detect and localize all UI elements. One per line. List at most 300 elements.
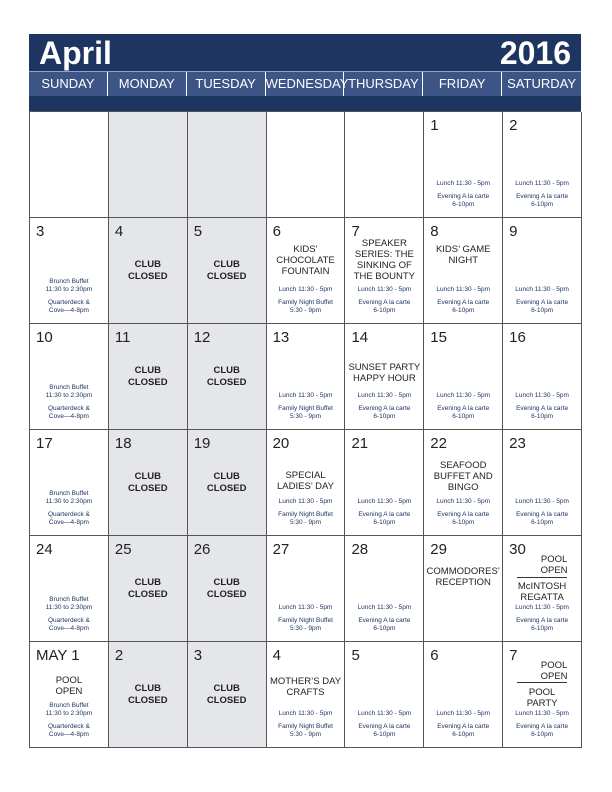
text-line: 6-10pm	[531, 307, 554, 314]
weekday-thursday: THURSDAY	[344, 72, 423, 96]
hours-evening	[426, 299, 500, 315]
text-line: 6-10pm	[452, 413, 475, 420]
day-number: 13	[272, 329, 290, 346]
text-line: Evening A la carte	[437, 405, 490, 412]
hours-brunch	[32, 490, 106, 506]
hours-evening	[505, 193, 579, 209]
day-number: 21	[351, 435, 369, 452]
day-number: 20	[272, 435, 290, 452]
day-number: 3	[193, 647, 203, 664]
text-line: SEAFOOD	[440, 460, 487, 471]
text-line: BUFFET AND	[433, 471, 493, 482]
text-line: 11:30 to 2:30pm	[45, 392, 93, 399]
weekday-saturday: SATURDAY	[507, 76, 577, 91]
day-number: 19	[193, 435, 211, 452]
day-cell	[503, 430, 582, 536]
dining-hours	[269, 286, 343, 315]
text-line: SUNSET PARTY	[348, 362, 421, 373]
hours-lunch: Lunch 11:30 - 5pm	[515, 498, 569, 505]
text-line: CLUB	[134, 577, 161, 588]
hours-brunch	[32, 596, 106, 612]
day-cell	[424, 324, 503, 430]
day-number: 5	[351, 647, 360, 664]
hours-quarterdeck	[32, 617, 106, 633]
day-cell	[267, 324, 346, 430]
event-label	[347, 362, 421, 384]
text-line: Evening A la carte	[516, 511, 569, 518]
text-line: CLOSED	[127, 377, 168, 388]
event-label-secondary	[505, 687, 579, 709]
hours-lunch: Lunch 11:30 - 5pm	[436, 180, 491, 187]
day-cell	[30, 642, 109, 748]
hours-lunch: Lunch 11:30 - 5pm	[436, 498, 491, 505]
text-line: COMMODORES’	[426, 566, 500, 577]
hours-family	[269, 511, 343, 527]
dining-hours	[32, 278, 106, 315]
text-line: BINGO	[447, 482, 479, 493]
text-line: Cove—4-8pm	[48, 413, 89, 420]
text-line: Brunch Buffet	[49, 490, 89, 497]
text-line: Brunch Buffet	[49, 596, 89, 603]
text-line: CRAFTS	[286, 687, 325, 698]
day-number: 25	[114, 541, 132, 558]
hours-evening	[505, 299, 579, 315]
day-number: 7	[509, 647, 518, 664]
day-number: 11	[114, 329, 131, 346]
text-line: Evening A la carte	[516, 723, 569, 730]
day-number: 18	[114, 435, 132, 452]
text-line: CLOSED	[206, 377, 247, 388]
text-line: 6-10pm	[373, 625, 396, 632]
text-line: Evening A la carte	[516, 193, 569, 200]
day-number: 9	[509, 223, 518, 240]
text-line: LADIES’ DAY	[276, 481, 335, 492]
hours-lunch: Lunch 11:30 - 5pm	[278, 498, 333, 505]
day-number: 22	[430, 435, 447, 452]
hours-family	[269, 405, 343, 421]
hours-evening	[505, 511, 579, 527]
text-line: Evening A la carte	[516, 299, 569, 306]
event-label	[426, 244, 500, 266]
hours-lunch: Lunch 11:30 - 5pm	[357, 286, 412, 293]
weekday-monday: MONDAY	[108, 72, 187, 96]
day-cell	[345, 430, 424, 536]
text-line: CLOSED	[206, 695, 247, 706]
day-number: 2	[509, 117, 518, 134]
day-cell	[267, 642, 346, 748]
text-line: SPECIAL	[285, 470, 326, 481]
day-number: 15	[430, 329, 447, 346]
day-cell	[30, 218, 109, 324]
text-line: MOTHER’S DAY	[269, 676, 342, 687]
event-label-secondary	[505, 581, 579, 603]
hours-lunch: Lunch 11:30 - 5pm	[436, 392, 491, 399]
weekday-sunday: SUNDAY	[29, 72, 108, 96]
event-label	[347, 238, 421, 282]
dining-hours	[269, 498, 343, 527]
text-line: CLUB	[213, 683, 240, 694]
text-line: McINTOSH	[517, 581, 567, 592]
text-line: 6-10pm	[531, 625, 554, 632]
club-closed-label	[109, 365, 187, 389]
text-line: CLOSED	[206, 271, 247, 282]
text-line: FOUNTAIN	[281, 266, 330, 277]
day-cell	[424, 536, 503, 642]
day-cell	[109, 324, 188, 430]
dining-hours	[426, 710, 500, 739]
day-cell	[188, 430, 267, 536]
hours-lunch: Lunch 11:30 - 5pm	[357, 392, 412, 399]
text-line: 6-10pm	[373, 413, 396, 420]
hours-lunch: Lunch 11:30 - 5pm	[436, 286, 491, 293]
text-line: Family Night Buffet	[278, 723, 333, 730]
day-cell	[188, 218, 267, 324]
text-line: Cove—4-8pm	[48, 307, 89, 314]
text-line: 6-10pm	[373, 731, 396, 738]
text-line: Evening A la carte	[358, 723, 411, 730]
day-cell	[503, 112, 582, 218]
club-closed-label	[188, 365, 266, 389]
day-cell	[424, 430, 503, 536]
hours-quarterdeck	[32, 723, 106, 739]
text-line: RECEPTION	[435, 577, 491, 588]
text-line: 11:30 to 2:30pm	[45, 286, 93, 293]
dining-hours	[505, 710, 579, 739]
dining-hours	[32, 384, 106, 421]
text-line: Family Night Buffet	[278, 511, 333, 518]
text-line: CLUB	[134, 365, 161, 376]
text-line: Brunch Buffet	[49, 278, 89, 285]
text-line: OPEN	[540, 565, 568, 576]
hours-quarterdeck	[32, 299, 106, 315]
day-cell	[188, 324, 267, 430]
text-line: 6-10pm	[531, 731, 554, 738]
hours-quarterdeck	[32, 405, 106, 421]
hours-evening	[347, 405, 421, 421]
text-line: Evening A la carte	[358, 299, 411, 306]
day-number: 29	[430, 541, 447, 558]
text-line: SINKING OF	[356, 260, 412, 271]
hours-brunch	[32, 278, 106, 294]
dining-hours	[505, 392, 579, 421]
event-label	[426, 460, 500, 493]
text-line: 6-10pm	[373, 307, 396, 314]
day-number: 28	[351, 541, 369, 558]
text-line: Quarterdeck &	[47, 511, 90, 518]
day-cell	[345, 218, 424, 324]
text-line: Quarterdeck &	[47, 723, 90, 730]
day-cell	[188, 112, 267, 218]
text-line: CLUB	[134, 683, 161, 694]
text-line: REGATTA	[520, 592, 564, 603]
event-divider	[517, 577, 567, 578]
text-line: CLUB	[213, 365, 240, 376]
hours-evening	[347, 617, 421, 633]
club-closed-label	[109, 471, 187, 495]
dining-hours	[505, 286, 579, 315]
calendar-grid	[29, 111, 581, 748]
weekday-wednesday: WEDNESDAY	[266, 72, 345, 96]
text-line: CLOSED	[127, 483, 168, 494]
text-line: KIDS’ GAME	[435, 244, 491, 255]
text-line: CLUB	[213, 471, 240, 482]
text-line: 11:30 to 2:30pm	[45, 710, 93, 717]
text-line: Evening A la carte	[516, 405, 569, 412]
day-cell	[30, 324, 109, 430]
text-line: CLOSED	[127, 695, 168, 706]
day-cell	[345, 642, 424, 748]
text-line: Family Night Buffet	[278, 405, 333, 412]
day-cell	[30, 430, 109, 536]
text-line: 5:30 - 9pm	[289, 307, 322, 314]
hours-lunch: Lunch 11:30 - 5pm	[357, 604, 412, 611]
day-number: 14	[351, 329, 369, 346]
hours-brunch	[32, 384, 106, 400]
text-line: 6-10pm	[452, 519, 475, 526]
year-title: 2016	[499, 35, 571, 71]
hours-evening	[347, 299, 421, 315]
text-line: CLUB	[134, 259, 161, 270]
day-number: 7	[351, 223, 360, 240]
calendar	[29, 34, 581, 748]
hours-family	[269, 723, 343, 739]
dining-hours	[505, 604, 579, 633]
calendar-header	[29, 34, 581, 71]
dining-hours	[269, 392, 343, 421]
dining-hours	[347, 498, 421, 527]
text-line: 6-10pm	[452, 201, 475, 208]
dining-hours	[32, 490, 106, 527]
hours-evening	[505, 723, 579, 739]
text-line: CLOSED	[127, 271, 168, 282]
day-number: 30	[509, 541, 526, 558]
hours-lunch: Lunch 11:30 - 5pm	[515, 180, 569, 187]
day-number: 17	[36, 435, 53, 452]
dining-hours	[426, 180, 500, 209]
day-cell	[503, 536, 582, 642]
text-line: Evening A la carte	[437, 193, 490, 200]
day-cell	[109, 430, 188, 536]
text-line: Cove—4-8pm	[48, 519, 89, 526]
text-line: THE BOUNTY	[353, 271, 415, 282]
hours-evening	[347, 511, 421, 527]
day-number: 10	[36, 329, 53, 346]
day-number: 23	[509, 435, 526, 452]
day-cell	[345, 324, 424, 430]
text-line: SPEAKER	[361, 238, 407, 249]
event-label	[426, 566, 500, 588]
text-line: CLUB	[213, 577, 240, 588]
text-line: 6-10pm	[452, 307, 475, 314]
dining-hours	[426, 498, 500, 527]
day-cell	[109, 218, 188, 324]
hours-lunch: Lunch 11:30 - 5pm	[515, 710, 569, 717]
text-line: Cove—4-8pm	[48, 625, 89, 632]
day-cell	[267, 218, 346, 324]
text-line: PARTY	[526, 698, 558, 709]
day-cell	[345, 112, 424, 218]
day-number: 16	[509, 329, 526, 346]
event-divider	[517, 682, 567, 683]
club-closed-label	[188, 577, 266, 601]
day-number: 6	[430, 647, 439, 664]
text-line: POOL	[540, 660, 568, 671]
text-line: Evening A la carte	[437, 723, 490, 730]
hours-evening	[505, 617, 579, 633]
hours-lunch: Lunch 11:30 - 5pm	[278, 392, 333, 399]
text-line: 6-10pm	[531, 519, 554, 526]
club-closed-label	[188, 471, 266, 495]
hours-lunch: Lunch 11:30 - 5pm	[515, 392, 569, 399]
hours-evening	[505, 405, 579, 421]
dining-hours	[505, 498, 579, 527]
day-cell	[109, 536, 188, 642]
dining-hours	[347, 286, 421, 315]
club-closed-label	[109, 577, 187, 601]
day-number: MAY 1	[36, 647, 80, 664]
hours-evening	[426, 193, 500, 209]
text-line: POOL	[540, 554, 568, 565]
text-line: OPEN	[540, 671, 568, 682]
text-line: 11:30 to 2:30pm	[45, 498, 93, 505]
club-closed-label	[109, 683, 187, 707]
club-closed-label	[109, 259, 187, 283]
hours-evening	[426, 405, 500, 421]
hours-lunch: Lunch 11:30 - 5pm	[278, 286, 333, 293]
hours-family	[269, 617, 343, 633]
text-line: 6-10pm	[531, 413, 554, 420]
hours-lunch: Lunch 11:30 - 5pm	[515, 286, 569, 293]
text-line: NIGHT	[448, 255, 478, 266]
dining-hours	[32, 596, 106, 633]
text-line: CLUB	[134, 471, 161, 482]
day-cell	[503, 218, 582, 324]
event-label	[32, 675, 106, 697]
text-line: CLUB	[213, 259, 240, 270]
text-line: 6-10pm	[452, 731, 475, 738]
text-line: Evening A la carte	[437, 511, 490, 518]
day-cell	[503, 642, 582, 748]
text-line: 5:30 - 9pm	[289, 519, 322, 526]
hours-brunch	[32, 702, 106, 718]
day-number: 27	[272, 541, 290, 558]
hours-evening	[426, 511, 500, 527]
hours-lunch: Lunch 11:30 - 5pm	[357, 498, 412, 505]
dining-hours	[505, 180, 579, 209]
text-line: Brunch Buffet	[49, 702, 89, 709]
day-cell	[109, 112, 188, 218]
hours-family	[269, 299, 343, 315]
text-line: HAPPY HOUR	[353, 373, 416, 384]
day-cell	[267, 112, 346, 218]
day-cell	[109, 642, 188, 748]
text-line: Family Night Buffet	[278, 299, 333, 306]
club-closed-label	[188, 259, 266, 283]
hours-lunch: Lunch 11:30 - 5pm	[515, 604, 569, 611]
day-cell	[30, 112, 109, 218]
hours-evening	[426, 723, 500, 739]
day-number: 3	[36, 223, 45, 240]
text-line: 5:30 - 9pm	[289, 413, 322, 420]
text-line: Evening A la carte	[358, 511, 411, 518]
text-line: OPEN	[55, 686, 83, 697]
day-cell	[30, 536, 109, 642]
event-label	[269, 470, 343, 492]
text-line: KIDS’	[293, 244, 318, 255]
weekday-header-row	[29, 71, 581, 96]
text-line: Evening A la carte	[516, 617, 569, 624]
day-number: 24	[36, 541, 53, 558]
day-number: 2	[114, 647, 124, 664]
text-line: 11:30 to 2:30pm	[45, 604, 93, 611]
club-closed-label	[188, 683, 266, 707]
hours-lunch: Lunch 11:30 - 5pm	[278, 710, 333, 717]
day-cell	[345, 536, 424, 642]
text-line: Quarterdeck &	[47, 299, 90, 306]
text-line: Quarterdeck &	[47, 405, 90, 412]
hours-lunch: Lunch 11:30 - 5pm	[436, 710, 491, 717]
text-line: 5:30 - 9pm	[289, 731, 322, 738]
weekday-friday: FRIDAY	[423, 72, 502, 96]
dining-hours	[426, 286, 500, 315]
event-label	[529, 554, 579, 576]
day-number: 12	[193, 329, 211, 346]
day-number: 6	[272, 223, 281, 240]
day-cell	[424, 112, 503, 218]
day-cell	[188, 536, 267, 642]
event-label	[269, 244, 343, 277]
event-label	[269, 676, 343, 698]
hours-lunch: Lunch 11:30 - 5pm	[357, 710, 412, 717]
month-title: April	[39, 35, 112, 71]
day-number: 4	[272, 647, 281, 664]
text-line: CLOSED	[206, 483, 247, 494]
text-line: Brunch Buffet	[49, 384, 89, 391]
text-line: 6-10pm	[531, 201, 554, 208]
text-line: SERIES: THE	[354, 249, 414, 260]
text-line: CLOSED	[206, 589, 247, 600]
text-line: Quarterdeck &	[47, 617, 90, 624]
text-line: Family Night Buffet	[278, 617, 333, 624]
day-number: 8	[430, 223, 439, 240]
day-number: 5	[193, 223, 203, 240]
day-cell	[267, 430, 346, 536]
dining-hours	[347, 710, 421, 739]
text-line: Cove—4-8pm	[48, 731, 89, 738]
text-line: POOL	[528, 687, 556, 698]
day-number: 4	[114, 223, 124, 240]
text-line: CHOCOLATE	[276, 255, 335, 266]
hours-lunch: Lunch 11:30 - 5pm	[278, 604, 333, 611]
dining-hours	[347, 604, 421, 633]
weekday-tuesday: TUESDAY	[187, 72, 266, 96]
day-cell	[424, 218, 503, 324]
text-line: POOL	[55, 675, 83, 686]
day-cell	[188, 642, 267, 748]
text-line: 6-10pm	[373, 519, 396, 526]
event-label	[529, 660, 579, 682]
dining-hours	[269, 710, 343, 739]
day-number: 26	[193, 541, 211, 558]
text-line: Evening A la carte	[358, 617, 411, 624]
day-cell	[503, 324, 582, 430]
dining-hours	[347, 392, 421, 421]
text-line: Evening A la carte	[358, 405, 411, 412]
day-cell	[267, 536, 346, 642]
dining-hours	[269, 604, 343, 633]
text-line: CLOSED	[127, 589, 168, 600]
text-line: 5:30 - 9pm	[289, 625, 322, 632]
